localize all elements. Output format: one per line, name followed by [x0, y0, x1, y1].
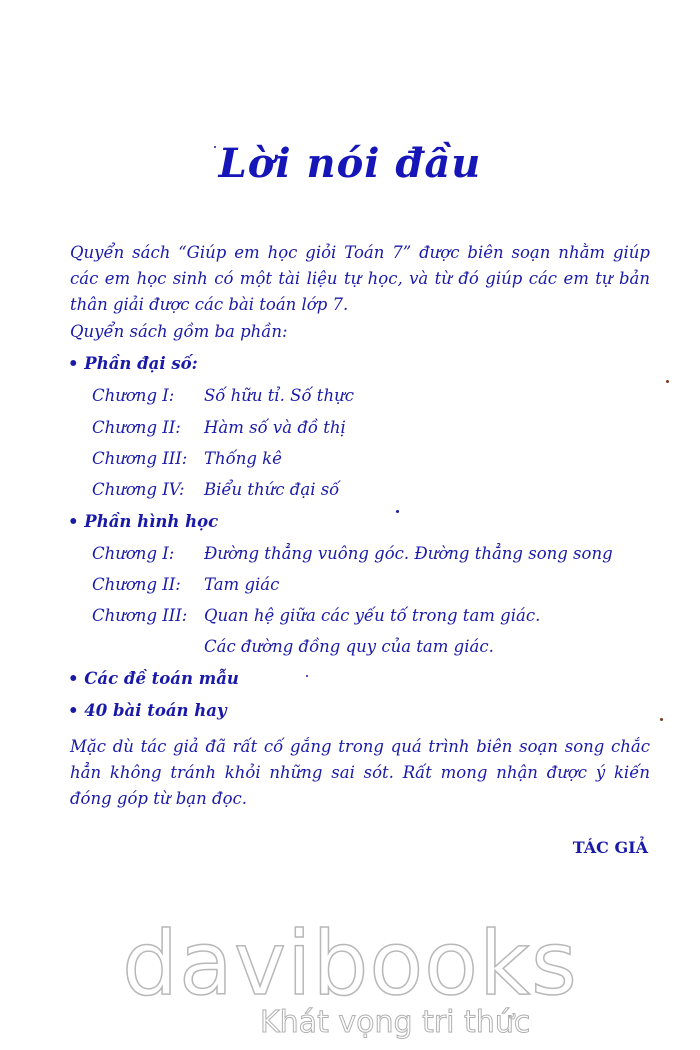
chapter-label: Chương III:	[92, 449, 188, 468]
chapter-title-continuation: Các đường đồng quy của tam giác.	[204, 637, 494, 656]
chapter-label: Chương III:	[92, 606, 188, 625]
scan-speck	[214, 146, 216, 148]
chapter-label: Chương I:	[92, 386, 175, 405]
chapter-title: Đường thẳng vuông góc. Đường thẳng song song	[204, 544, 613, 563]
author-signature: TÁC GIẢ	[572, 838, 648, 857]
chapter-label: Chương II:	[92, 575, 181, 594]
part-heading-algebra: • Phần đại số:	[68, 354, 198, 373]
page-title: Lời nói đầu	[218, 140, 482, 187]
chapter-title: Số hữu tỉ. Số thực	[204, 386, 354, 405]
part-heading-good-problems: • 40 bài toán hay	[68, 701, 227, 720]
closing-section	[70, 734, 650, 812]
intro-parts-sentence: Quyển sách gồm ba phần:	[70, 322, 288, 341]
chapter-title: Thống kê	[204, 449, 282, 468]
closing-paragraph: Mặc dù tác giả đã rất cố gắng trong quá trình biên soạn song chắc hẳn không tránh khỏi những sai sót. Rất mong nhận được ý kiến đóng góp từ bạn đọc.	[70, 737, 650, 808]
watermark-slogan: Khát vọng tri thức	[260, 1005, 531, 1040]
scan-speck	[660, 718, 663, 721]
chapter-label: Chương II:	[92, 418, 181, 437]
intro-paragraph: Quyển sách “Giúp em học giỏi Toán 7” được biên soạn nhằm giúp các em học sinh có một tài liệu tự học, và từ đó giúp các em tự bản thân giải được các bài toán lớp 7.	[70, 243, 650, 314]
chapter-title: Quan hệ giữa các yếu tố trong tam giác.	[204, 606, 541, 625]
chapter-title: Hàm số và đồ thị	[204, 418, 346, 437]
chapter-label: Chương I:	[92, 544, 175, 563]
chapter-label: Chương IV:	[92, 480, 185, 499]
part-heading-sample-problems: • Các đề toán mẫu	[68, 669, 239, 688]
scan-speck	[396, 510, 399, 513]
chapter-title: Biểu thức đại số	[204, 480, 340, 499]
scan-speck	[666, 380, 669, 383]
watermark-brand: davibooks	[122, 912, 578, 1015]
chapter-title: Tam giác	[204, 575, 280, 594]
scan-speck	[306, 675, 308, 677]
part-heading-geometry: • Phần hình học	[68, 512, 219, 531]
intro-section	[70, 240, 650, 318]
